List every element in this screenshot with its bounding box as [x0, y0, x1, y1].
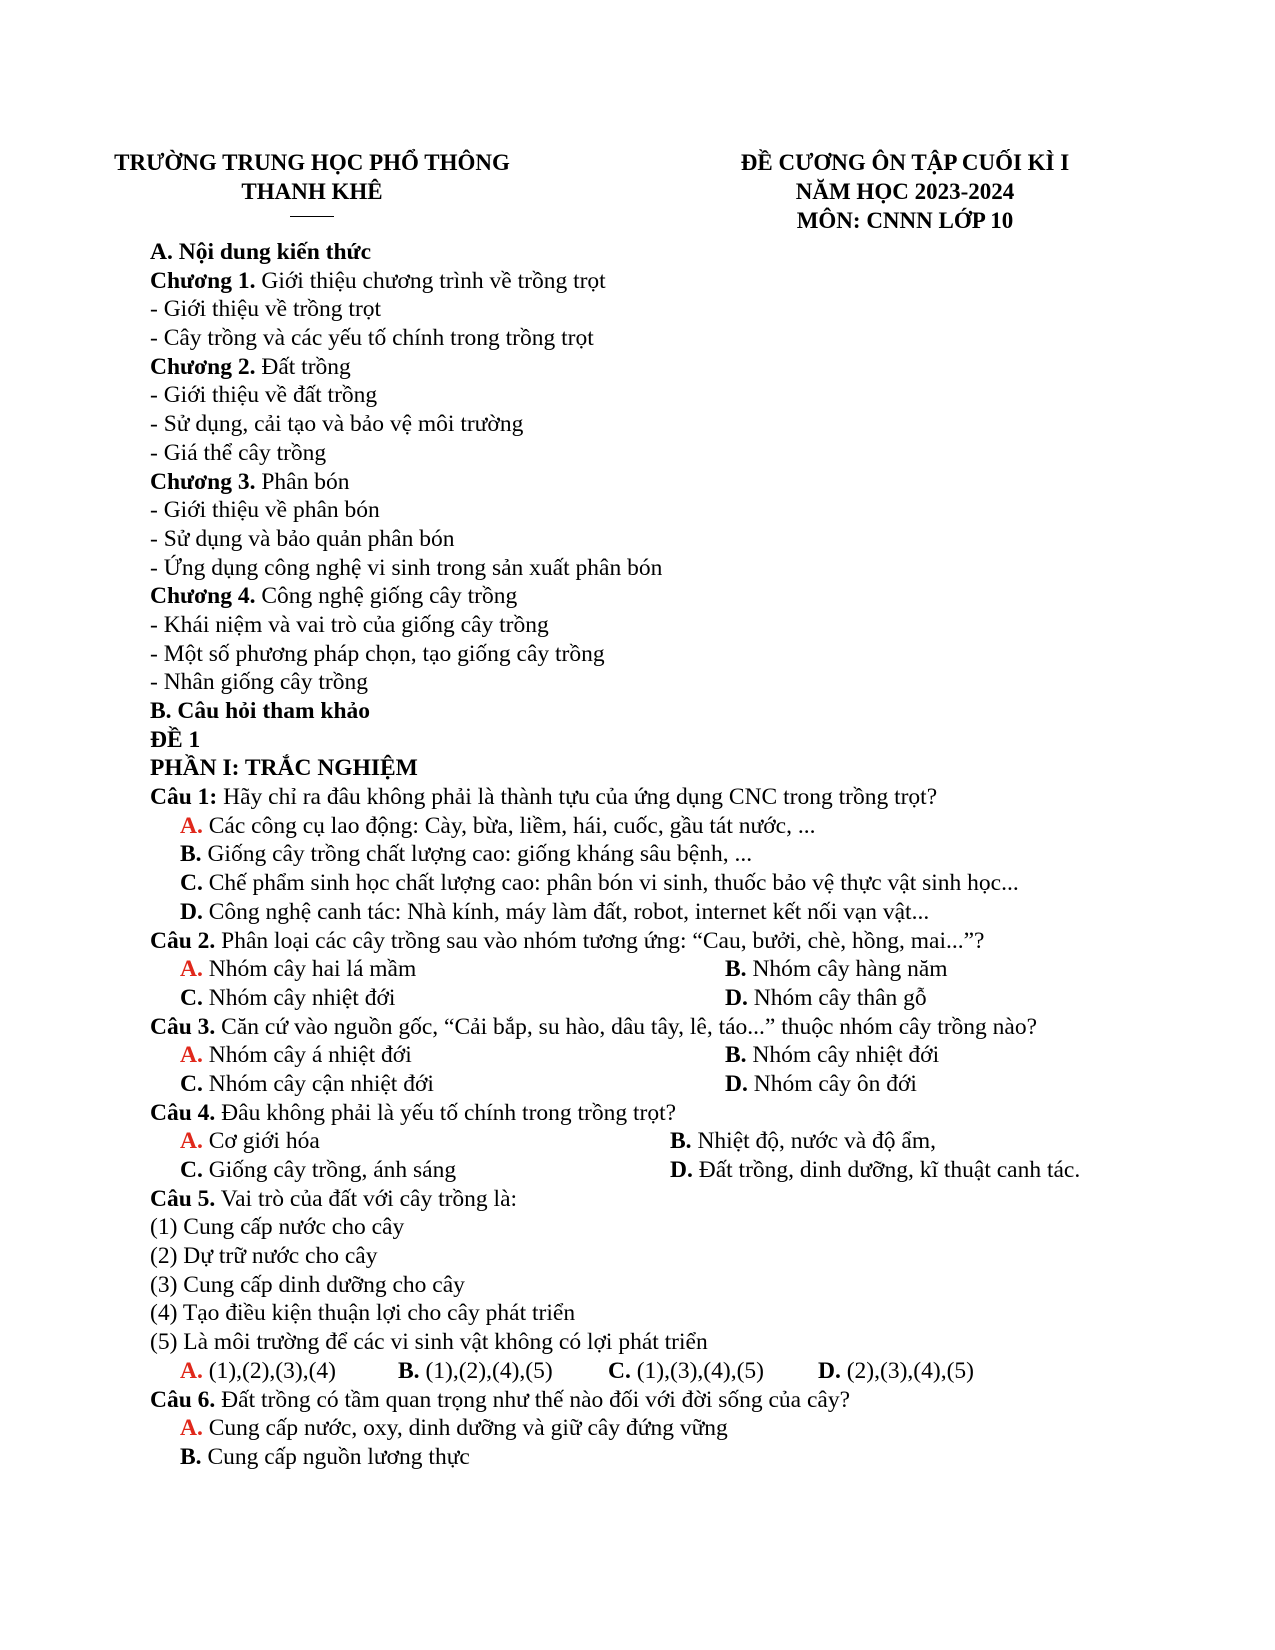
option-text: Công nghệ canh tác: Nhà kính, máy làm đất, robot, internet kết nối vạn vật... [202, 898, 930, 925]
statement-item: (3) Cung cấp dinh dưỡng cho cây [150, 1271, 465, 1298]
statement-item: (5) Là môi trường để các vi sinh vật không có lợi phát triển [150, 1329, 708, 1356]
question-stem [150, 1185, 1230, 1214]
option-text: Nhóm cây nhiệt đới [202, 984, 396, 1011]
school-header [92, 148, 532, 217]
option-key: A. [180, 812, 203, 839]
chapter-item: - Giới thiệu về đất trồng [150, 382, 378, 409]
option-key: D. [725, 1070, 748, 1097]
answer-option-row [150, 984, 1230, 1013]
answer-option-row [150, 1070, 1230, 1099]
option-key: B. [725, 1042, 747, 1069]
option-text: Nhóm cây nhiệt đới [746, 1042, 940, 1069]
part-title: PHẦN I: TRẮC NGHIỆM [150, 755, 418, 782]
question-text: Đâu không phải là yếu tố chính trong trồng trọt? [215, 1099, 677, 1126]
option-text: (1),(3),(4),(5) [630, 1357, 764, 1384]
chapter-item: - Cây trồng và các yếu tố chính trong trồng trọt [150, 325, 594, 352]
chapter-name: Giới thiệu chương trình về trồng trọt [255, 267, 606, 294]
chapter-item: - Nhân giống cây trồng [150, 669, 368, 696]
chapter-item: - Giới thiệu về phân bón [150, 497, 380, 524]
option-key: A. [180, 1357, 203, 1384]
question-label: Câu 1: [150, 784, 218, 811]
chapter-label: Chương 3. [150, 468, 256, 495]
option-key: A. [180, 956, 203, 983]
subject-label: MÔN: CNNN LỚP 10 [796, 208, 1014, 233]
answer-option [150, 1414, 1230, 1443]
answer-option [725, 984, 927, 1013]
chapter-heading [150, 353, 1230, 382]
option-key: D. [725, 984, 748, 1011]
chapter-name: Công nghệ giống cây trồng [255, 583, 518, 610]
chapter-label: Chương 4. [150, 583, 256, 610]
school-year: NĂM HỌC 2023-2024 [795, 179, 1015, 204]
option-text: Giống cây trồng chất lượng cao: giống kháng sâu bệnh, ... [201, 841, 753, 868]
option-text: Cơ giới hóa [202, 1128, 320, 1155]
option-text: Cung cấp nguồn lương thực [201, 1443, 470, 1470]
chapter-label: Chương 2. [150, 353, 256, 380]
option-key: A. [180, 1042, 203, 1069]
chapter-heading [150, 468, 1230, 497]
option-key: A. [180, 1415, 203, 1442]
answer-option [150, 1443, 1230, 1472]
document-title: ĐỀ CƯƠNG ÔN TẬP CUỐI KÌ I [740, 150, 1070, 175]
option-key: A. [180, 1128, 203, 1155]
option-text: Cung cấp nước, oxy, dinh dưỡng và giữ cây đứng vững [202, 1415, 728, 1442]
chapter-label: Chương 1. [150, 267, 256, 294]
option-key: B. [398, 1357, 420, 1384]
question-label: Câu 6. [150, 1386, 216, 1413]
answer-option [150, 840, 1230, 869]
answer-option-row [150, 1041, 1230, 1070]
section-b-title: B. Câu hỏi tham khảo [150, 698, 371, 724]
option-text: Chế phẩm sinh học chất lượng cao: phân bón vi sinh, thuốc bảo vệ thực vật sinh học... [202, 870, 1019, 897]
chapter-item: - Sử dụng và bảo quản phân bón [150, 525, 455, 552]
question-text: Hãy chỉ ra đâu không phải là thành tựu của ứng dụng CNC trong trồng trọt? [217, 784, 938, 811]
question-text: Căn cứ vào nguồn gốc, “Cải bắp, su hào, dâu tây, lê, táo...” thuộc nhóm cây trồng nào? [215, 1013, 1038, 1040]
answer-option [180, 1071, 434, 1097]
chapter-item: - Giới thiệu về trồng trọt [150, 296, 382, 323]
answer-option [725, 1070, 917, 1099]
option-key: C. [180, 984, 203, 1011]
answer-option [818, 1357, 974, 1386]
question-label: Câu 4. [150, 1099, 216, 1126]
answer-option [180, 985, 395, 1011]
option-key: B. [670, 1128, 692, 1155]
option-text: Nhóm cây thân gỗ [747, 984, 927, 1011]
answer-option [670, 1156, 1080, 1185]
section-a-title: A. Nội dung kiến thức [150, 239, 372, 265]
question-stem [150, 1013, 1230, 1042]
option-key: B. [180, 841, 202, 868]
answer-option [608, 1357, 764, 1386]
chapter-name: Đất trồng [255, 353, 351, 380]
question-label: Câu 5. [150, 1185, 216, 1212]
answer-option [180, 1157, 456, 1183]
question-label: Câu 2. [150, 927, 216, 954]
answer-option [180, 1042, 412, 1068]
question-label: Câu 3. [150, 1013, 216, 1040]
exam-number: ĐỀ 1 [150, 726, 201, 753]
option-key: C. [180, 870, 203, 897]
chapter-heading [150, 267, 1230, 296]
school-name-line1: TRƯỜNG TRUNG HỌC PHỔ THÔNG [114, 150, 510, 175]
option-text: (1),(2),(4),(5) [419, 1357, 553, 1384]
chapter-item: - Sử dụng, cải tạo và bảo vệ môi trường [150, 411, 524, 438]
question-text: Phân loại các cây trồng sau vào nhóm tương ứng: “Cau, bưởi, chè, hồng, mai...”? [215, 927, 985, 954]
answer-option-row [150, 1357, 1230, 1386]
answer-option [150, 869, 1230, 898]
question-stem [150, 783, 1230, 812]
exam-header [700, 148, 1110, 235]
option-text: Nhóm cây ôn đới [747, 1070, 917, 1097]
chapter-name: Phân bón [255, 468, 350, 495]
answer-option [150, 812, 1230, 841]
chapter-item: - Giá thể cây trồng [150, 439, 327, 466]
option-text: Nhóm cây cận nhiệt đới [202, 1070, 434, 1097]
answer-option [180, 956, 416, 982]
answer-option [670, 1127, 936, 1156]
option-key: D. [818, 1357, 841, 1384]
option-key: C. [608, 1357, 631, 1384]
question-stem [150, 1099, 1230, 1128]
answer-option [398, 1357, 553, 1386]
answer-option [725, 1041, 939, 1070]
statement-item: (1) Cung cấp nước cho cây [150, 1214, 405, 1241]
chapter-heading [150, 582, 1230, 611]
document-body [150, 238, 1230, 1472]
option-text: Nhiệt độ, nước và độ ẩm, [691, 1128, 937, 1155]
answer-option [725, 955, 948, 984]
option-key: C. [180, 1157, 203, 1183]
statement-item: (2) Dự trữ nước cho cây [150, 1243, 378, 1270]
question-stem [150, 927, 1230, 956]
option-text: Giống cây trồng, ánh sáng [202, 1157, 457, 1183]
chapter-item: - Ứng dụng công nghệ vi sinh trong sản xuất phân bón [150, 554, 663, 581]
option-text: Nhóm cây hai lá mầm [202, 956, 417, 983]
option-key: C. [180, 1070, 203, 1097]
chapter-item: - Một số phương pháp chọn, tạo giống cây trồng [150, 640, 605, 667]
school-name-line2: THANH KHÊ [241, 179, 383, 204]
option-text: (2),(3),(4),(5) [840, 1357, 974, 1384]
option-key: B. [725, 956, 747, 983]
statement-item: (4) Tạo điều kiện thuận lợi cho cây phát triển [150, 1300, 576, 1327]
question-stem [150, 1386, 1230, 1415]
question-text: Vai trò của đất với cây trồng là: [215, 1185, 518, 1212]
option-key: D. [670, 1157, 693, 1183]
option-text: Nhóm cây á nhiệt đới [202, 1042, 412, 1069]
answer-option-row [150, 1127, 1230, 1156]
option-text: Các công cụ lao động: Cày, bừa, liềm, hái, cuốc, gầu tát nước, ... [202, 812, 816, 839]
answer-option-row [150, 1156, 1230, 1185]
answer-option [180, 1357, 336, 1386]
header-divider [290, 216, 334, 217]
answer-option-row [150, 955, 1230, 984]
option-text: Nhóm cây hàng năm [746, 956, 948, 983]
option-key: B. [180, 1443, 202, 1470]
option-text: Đất trồng, dinh dưỡng, kĩ thuật canh tác. [692, 1157, 1081, 1183]
question-text: Đất trồng có tầm quan trọng như thế nào đối với đời sống của cây? [215, 1386, 851, 1413]
answer-option [150, 898, 1230, 927]
option-text: (1),(2),(3),(4) [202, 1357, 336, 1384]
answer-option [180, 1128, 320, 1154]
option-key: D. [180, 898, 203, 925]
chapter-item: - Khái niệm và vai trò của giống cây trồng [150, 611, 549, 638]
